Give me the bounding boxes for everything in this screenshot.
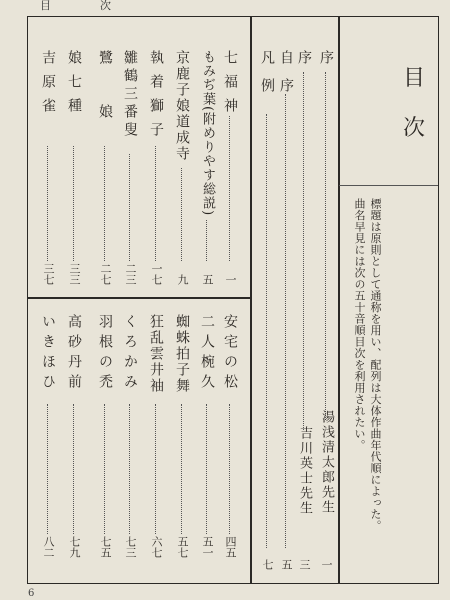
toc-entry [174,314,190,558]
toc-page: 九 [176,274,189,285]
toc-title: 執着獅子 [148,50,164,146]
running-header-left: 目 [40,0,51,12]
notes-divider [338,16,340,584]
toc-page: 三七 [42,263,55,285]
leader-dots [325,72,326,420]
toc-entry [66,314,82,558]
column-divider [250,16,252,584]
leader-dots [129,404,130,534]
toc-title: もみぢ葉(附めりやす総説) [200,50,215,217]
front-matter-credit: 吉川英士先生 [297,426,312,516]
front-matter-page: 七 [261,559,274,570]
toc-entry [97,50,113,285]
front-matter-credit: 湯浅清太郎先生 [319,410,334,515]
toc-title: くろかみ [122,314,138,394]
toc-page: 五一 [201,536,214,558]
front-matter-page: 五 [280,559,293,570]
front-matter-item [278,50,294,570]
leader-dots [266,114,267,548]
toc-page: 一七 [150,263,163,285]
leader-dots [73,404,74,534]
leader-dots [285,94,286,548]
toc-page: 二三 [124,263,137,285]
leader-dots [155,146,156,261]
toc-entry [222,314,238,558]
toc-entry [199,50,215,285]
note-2: 曲名早見には次の五十音順目次を利用されたい。 [353,198,366,451]
toc-entry [66,50,82,285]
front-matter-label: 序 [296,50,312,67]
toc-title: 娘七種 [66,50,82,122]
toc-title: 安宅の松 [222,314,238,394]
toc-page: 二七 [99,263,112,285]
toc-entry [199,314,215,558]
toc-title: いきほひ [40,314,56,394]
toc-entry [148,50,164,285]
leader-dots [104,404,105,534]
toc-title: 狂乱雲井袖 [148,314,164,394]
contents-divider [27,297,251,299]
front-matter-label: 凡例 [259,50,275,106]
toc-page: 一 [224,274,237,285]
page-number: 6 [28,588,35,599]
toc-page: 五七 [176,536,189,558]
toc-entry [97,314,113,558]
leader-dots [206,404,207,534]
running-header-right: 次 [100,0,111,12]
front-matter-item [259,50,275,570]
leader-dots [303,72,304,430]
toc-title: 二人椀久 [199,314,215,394]
toc-entry [122,314,138,558]
leader-dots [206,220,207,261]
toc-entry [174,50,190,285]
toc-title: 羽根の禿 [97,314,113,394]
toc-page: 七五 [99,536,112,558]
front-matter-label: 序 [318,50,334,67]
toc-entry [222,50,238,285]
toc-entry [148,314,164,558]
toc-entry [40,50,56,285]
toc-entry [122,50,138,285]
leader-dots [104,146,105,261]
toc-title: 京鹿子娘道成寺 [174,50,190,162]
note-1: 標題は原則として通称を用い、配列は大体作曲年代順によった。 [369,198,382,532]
toc-page: 四五 [224,536,237,558]
toc-entry [40,314,56,558]
leader-dots [181,168,182,261]
front-matter-label: 自序 [278,50,294,106]
leader-dots [129,154,130,261]
title-box-rule [339,185,438,186]
toc-page: 六七 [150,536,163,558]
toc-title: 雛鶴三番叟 [122,50,138,140]
leader-dots [155,404,156,534]
leader-dots [229,404,230,534]
leader-dots [181,404,182,534]
toc-page: 五 [201,274,214,285]
leader-dots [47,404,48,534]
leader-dots [229,116,230,261]
leader-dots [47,146,48,261]
toc-page: 七三 [124,536,137,558]
toc-page: 七九 [68,536,81,558]
toc-title: 高砂丹前 [66,314,82,394]
toc-page: 八二 [42,536,55,558]
toc-title: 鷺娘 [97,50,113,158]
toc-title: 七福神 [222,50,238,122]
toc-title-char2: 次 [403,116,426,141]
front-matter-page: 三 [298,559,311,570]
leader-dots [73,146,74,261]
toc-page: 三三 [68,263,81,285]
toc-title-char1: 目 [403,66,426,91]
front-matter-page: 一 [320,559,333,570]
toc-title: 吉原雀 [40,50,56,122]
toc-title: 蜘蛛拍子舞 [174,314,190,394]
